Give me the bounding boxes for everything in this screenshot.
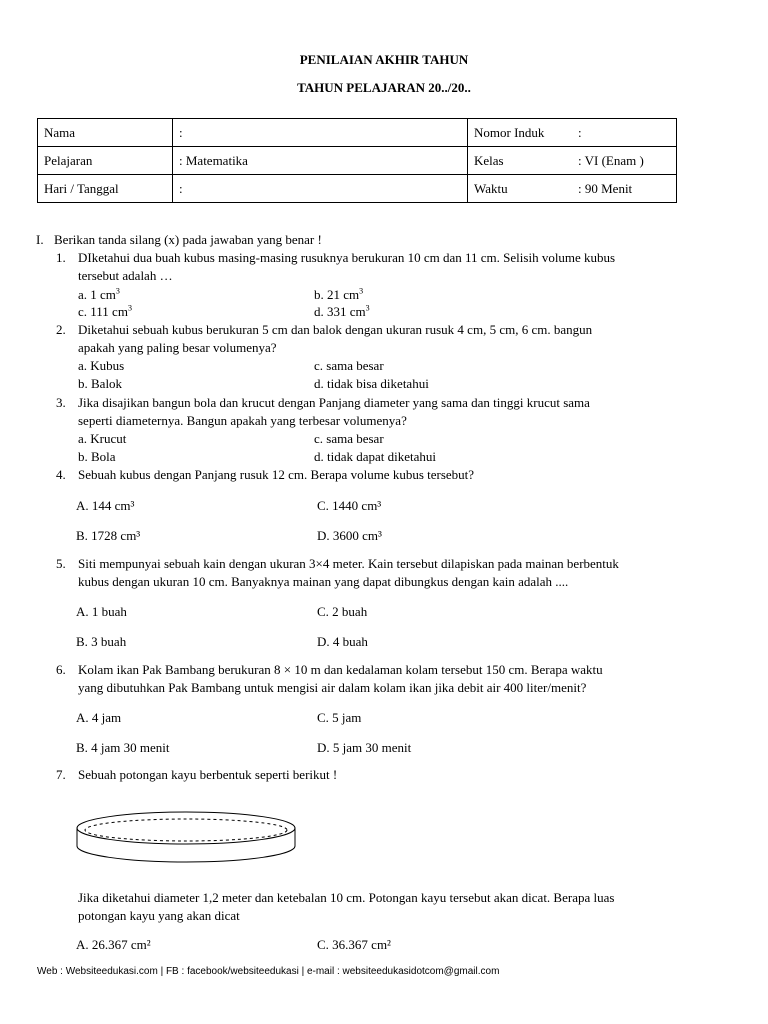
option-c[interactable]: C. 36.367 cm² xyxy=(317,937,391,952)
section-instruction: Berikan tanda silang (x) pada jawaban yang benar ! xyxy=(54,232,322,247)
info-row-nama xyxy=(38,119,677,147)
option-c[interactable]: c. sama besar xyxy=(314,358,384,373)
option-d[interactable]: D. 3600 cm³ xyxy=(317,528,382,543)
option-b[interactable]: B. 3 buah xyxy=(76,634,127,649)
info-row-pelajaran xyxy=(38,147,677,175)
option-a[interactable]: a. Kubus xyxy=(78,358,125,373)
nomor-induk-cell[interactable] xyxy=(468,119,677,147)
wooden-disc-figure xyxy=(75,810,297,868)
option-b[interactable]: b. Balok xyxy=(78,376,123,391)
question-text: apakah yang paling besar volumenya? xyxy=(78,340,277,355)
question-text: Sebuah kubus dengan Panjang rusuk 12 cm. Berapa volume kubus tersebut? xyxy=(78,467,475,482)
question-text: Kolam ikan Pak Bambang berukuran 8 × 10 m dan kedalaman kolam tersebut 150 cm. Berapa waktu xyxy=(78,662,603,677)
question-number: 6. xyxy=(56,662,66,677)
question-number: 4. xyxy=(56,467,66,482)
info-row-hari xyxy=(38,175,677,203)
kelas-value: : VI (Enam ) xyxy=(578,152,644,168)
option-a[interactable]: a. Krucut xyxy=(78,431,127,446)
option-c[interactable]: C. 1440 cm³ xyxy=(317,498,382,513)
question-number: 3. xyxy=(56,395,66,410)
option-b[interactable] xyxy=(314,287,363,303)
option-d[interactable]: D. 4 buah xyxy=(317,634,368,649)
question-text: kubus dengan ukuran 10 cm. Banyaknya mainan yang dapat dibungkus dengan kain adalah .... xyxy=(78,574,569,589)
option-a[interactable] xyxy=(78,287,120,303)
pelajaran-label: Pelajaran xyxy=(38,147,173,175)
option-c-unit-exponent: 3 xyxy=(127,303,132,313)
option-d-label: d. 331 cm xyxy=(314,304,366,319)
question-number: 2. xyxy=(56,322,66,337)
question-number: 5. xyxy=(56,556,66,571)
option-c-label: c. 111 cm xyxy=(78,304,128,319)
page-title: PENILAIAN AKHIR TAHUN xyxy=(299,52,469,67)
question-text: tersebut adalah … xyxy=(78,268,173,283)
waktu-label: Waktu xyxy=(474,180,508,196)
option-d[interactable]: d. tidak bisa diketahui xyxy=(314,376,429,391)
option-a[interactable]: A. 26.367 cm² xyxy=(76,937,151,952)
hari-tanggal-label: Hari / Tanggal xyxy=(38,175,173,203)
option-d[interactable] xyxy=(314,304,370,320)
option-a[interactable]: A. 4 jam xyxy=(76,710,122,725)
option-a-label: a. 1 cm xyxy=(78,287,116,302)
kelas-label: Kelas xyxy=(474,152,504,168)
pelajaran-value: : Matematika xyxy=(173,147,468,175)
question-text: Diketahui sebuah kubus berukuran 5 cm dan balok dengan ukuran rusuk 4 cm, 5 cm, 6 cm. bangun xyxy=(78,322,593,337)
question-text: Jika diketahui diameter 1,2 meter dan ketebalan 10 cm. Potongan kayu tersebut akan dicat. Berapa luas xyxy=(78,890,615,905)
question-text: Sebuah potongan kayu berbentuk seperti berikut ! xyxy=(78,767,338,782)
option-b-label: b. 21 cm xyxy=(314,287,360,302)
option-b[interactable]: b. Bola xyxy=(78,449,116,464)
waktu-cell xyxy=(468,175,677,203)
disc-top-face xyxy=(77,812,295,844)
question-text: yang dibutuhkan Pak Bambang untuk mengisi air dalam kolam ikan jika debit air 400 liter/menit? xyxy=(78,680,587,695)
option-d-unit-exponent: 3 xyxy=(365,303,370,313)
disc-inner-dashed xyxy=(85,819,287,841)
question-number: 1. xyxy=(56,250,66,265)
option-a[interactable]: A. 144 cm³ xyxy=(76,498,135,513)
option-d[interactable]: D. 5 jam 30 menit xyxy=(317,740,412,755)
option-c[interactable]: c. sama besar xyxy=(314,431,384,446)
hari-tanggal-field[interactable]: : xyxy=(173,175,468,203)
page-footer: Web : Websiteedukasi.com | FB : facebook/websiteedukasi | e-mail : websiteedukasidotcom@gmail.com xyxy=(37,966,500,977)
option-b[interactable]: B. 4 jam 30 menit xyxy=(76,740,170,755)
student-info-table xyxy=(37,118,677,203)
question-text: DIketahui dua buah kubus masing-masing rusuknya berukuran 10 cm dan 11 cm. Selisih volume kubus xyxy=(78,250,616,265)
question-text: potongan kayu yang akan dicat xyxy=(78,908,240,923)
option-a-unit-exponent: 3 xyxy=(115,286,120,296)
question-text: Jika disajikan bangun bola dan krucut dengan Panjang diameter yang sama dan tinggi krucut sama xyxy=(78,395,590,410)
option-c[interactable]: C. 5 jam xyxy=(317,710,362,725)
nama-label: Nama xyxy=(38,119,173,147)
waktu-value: : 90 Menit xyxy=(578,180,633,196)
option-b[interactable]: B. 1728 cm³ xyxy=(76,528,141,543)
disc-side xyxy=(77,828,295,862)
nama-field[interactable]: : xyxy=(173,119,468,147)
question-text: Siti mempunyai sebuah kain dengan ukuran 3×4 meter. Kain tersebut dilapiskan pada mainan berbentuk xyxy=(78,556,619,571)
option-b-unit-exponent: 3 xyxy=(359,286,364,296)
kelas-cell xyxy=(468,147,677,175)
section-number: I. xyxy=(36,232,44,247)
option-c[interactable]: C. 2 buah xyxy=(317,604,368,619)
option-d[interactable]: d. tidak dapat diketahui xyxy=(314,449,437,464)
nomor-induk-label: Nomor Induk xyxy=(474,124,545,140)
option-a[interactable]: A. 1 buah xyxy=(76,604,127,619)
page-subtitle: TAHUN PELAJARAN 20../20.. xyxy=(297,80,471,95)
question-text: seperti diameternya. Bangun apakah yang terbesar volumenya? xyxy=(78,413,407,428)
question-number: 7. xyxy=(56,767,66,782)
nomor-induk-field: : xyxy=(578,124,582,140)
option-c[interactable] xyxy=(78,304,132,320)
